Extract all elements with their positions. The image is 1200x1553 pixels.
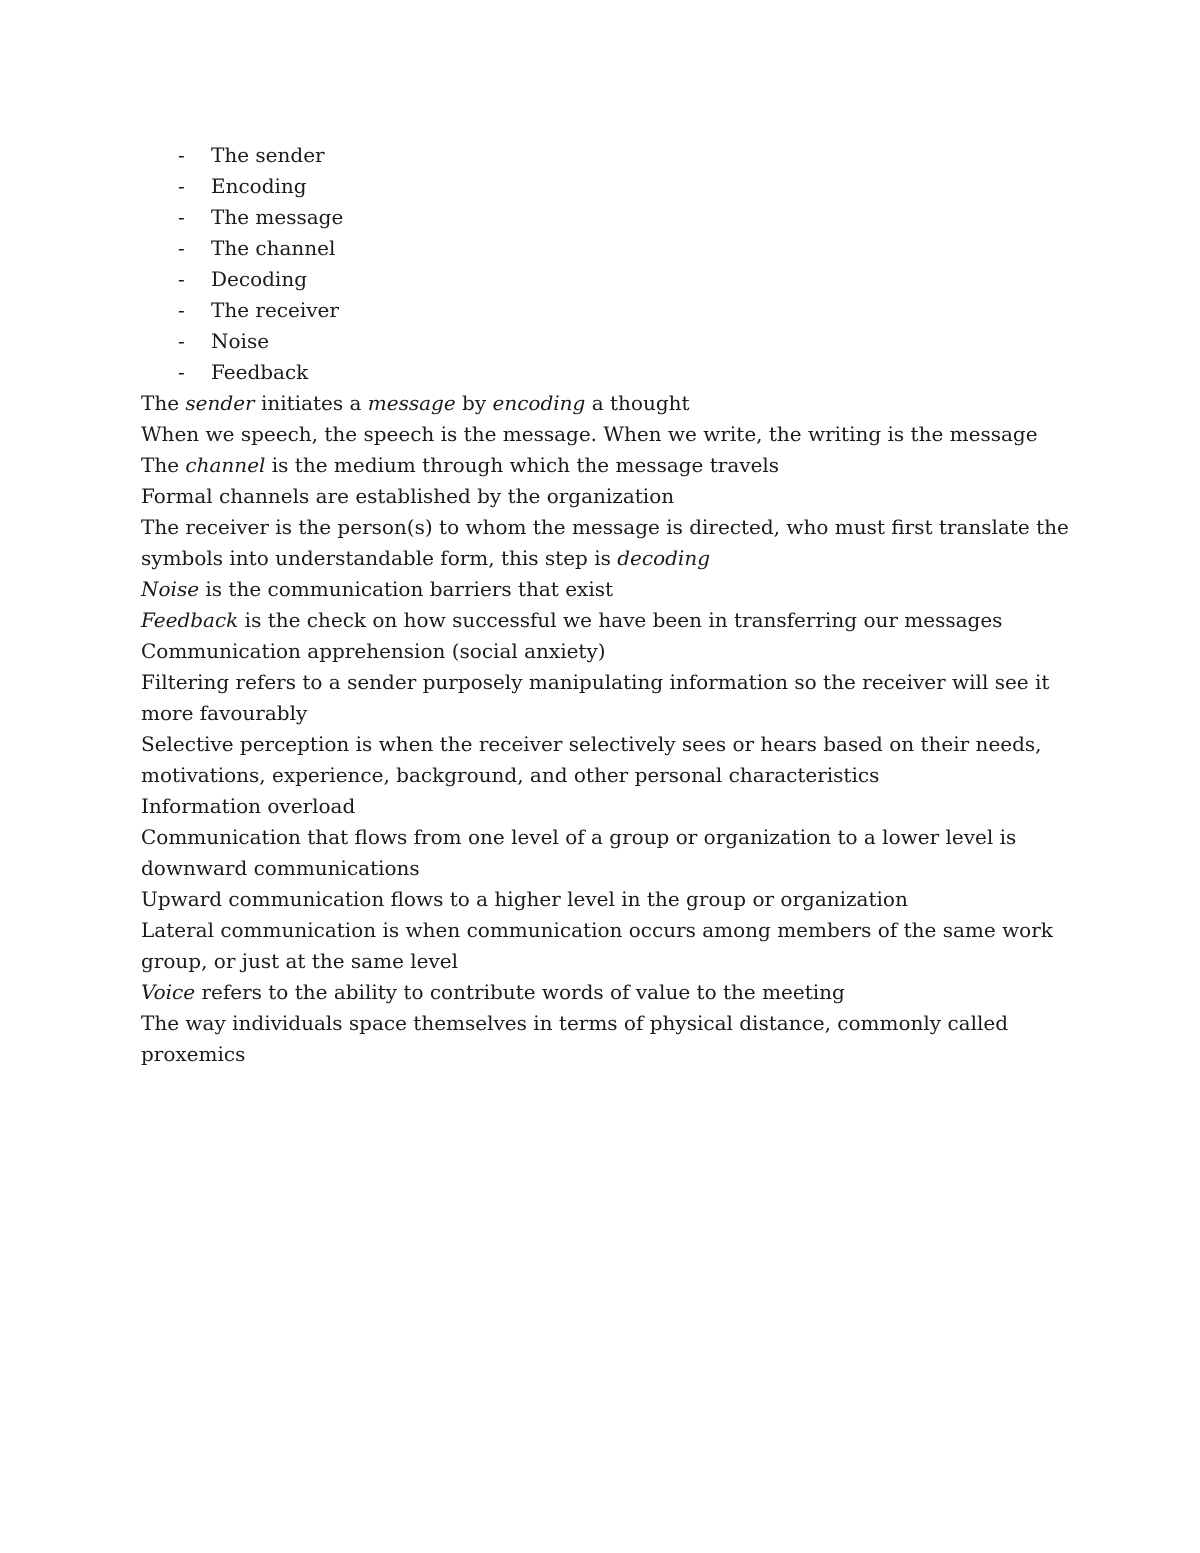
dash-marker: -	[178, 205, 185, 229]
paragraph-line: Upward communication flows to a higher level in the group or organization	[141, 887, 908, 911]
list-item-text: Decoding	[211, 267, 307, 291]
paragraph-line: The receiver is the person(s) to whom the message is directed, who must first translate the symbols into understandable form, this step is decoding	[141, 515, 1069, 570]
paragraph-line: The way individuals space themselves in terms of physical distance, commonly called proxemics	[141, 1011, 1009, 1066]
dash-marker: -	[178, 267, 185, 291]
paragraph-line: The sender initiates a message by encoding a thought	[141, 391, 690, 415]
paragraph-line: Lateral communication is when communication occurs among members of the same work group, or just at the same level	[141, 918, 1053, 973]
paragraph-line: Filtering refers to a sender purposely manipulating information so the receiver will see it more favourably	[141, 670, 1050, 725]
paragraph-line: When we speech, the speech is the message. When we write, the writing is the message	[141, 422, 1038, 446]
dash-marker: -	[178, 360, 185, 384]
dash-marker: -	[178, 174, 185, 198]
list-item	[141, 233, 1101, 264]
list-item-text: The receiver	[211, 298, 339, 322]
dash-marker: -	[178, 329, 185, 353]
list-item-text: Encoding	[211, 174, 307, 198]
paragraph-line: Communication that flows from one level of a group or organization to a lower level is downward communications	[141, 825, 1017, 880]
dash-marker: -	[178, 298, 185, 322]
list-item	[141, 171, 1101, 202]
dash-marker: -	[178, 143, 185, 167]
list-item	[141, 357, 1101, 388]
dash-marker: -	[178, 236, 185, 260]
paragraph-line: The channel is the medium through which the message travels	[141, 453, 780, 477]
list-item-text: The sender	[211, 143, 325, 167]
paragraph-line: Formal channels are established by the organization	[141, 484, 675, 508]
list-item-text: The message	[211, 205, 344, 229]
list-item	[141, 326, 1101, 357]
communication-process-list	[141, 140, 1101, 388]
list-item-text: Noise	[211, 329, 270, 353]
paragraph-line: Communication apprehension (social anxiety)	[141, 639, 606, 663]
paragraph-line: Information overload	[141, 794, 356, 818]
document-body	[141, 140, 1101, 1070]
paragraph-line: Noise is the communication barriers that exist	[141, 577, 614, 601]
paragraph-line: Selective perception is when the receiver selectively sees or hears based on their needs, motivations, experience, background, and other personal characteristics	[141, 732, 1042, 787]
list-item	[141, 202, 1101, 233]
list-item-text: Feedback	[211, 360, 309, 384]
paragraph-line: Feedback is the check on how successful we have been in transferring our messages	[141, 608, 1003, 632]
paragraph-line: Voice refers to the ability to contribute words of value to the meeting	[141, 980, 845, 1004]
list-item	[141, 295, 1101, 326]
list-item	[141, 140, 1101, 171]
list-item	[141, 264, 1101, 295]
list-item-text: The channel	[211, 236, 336, 260]
